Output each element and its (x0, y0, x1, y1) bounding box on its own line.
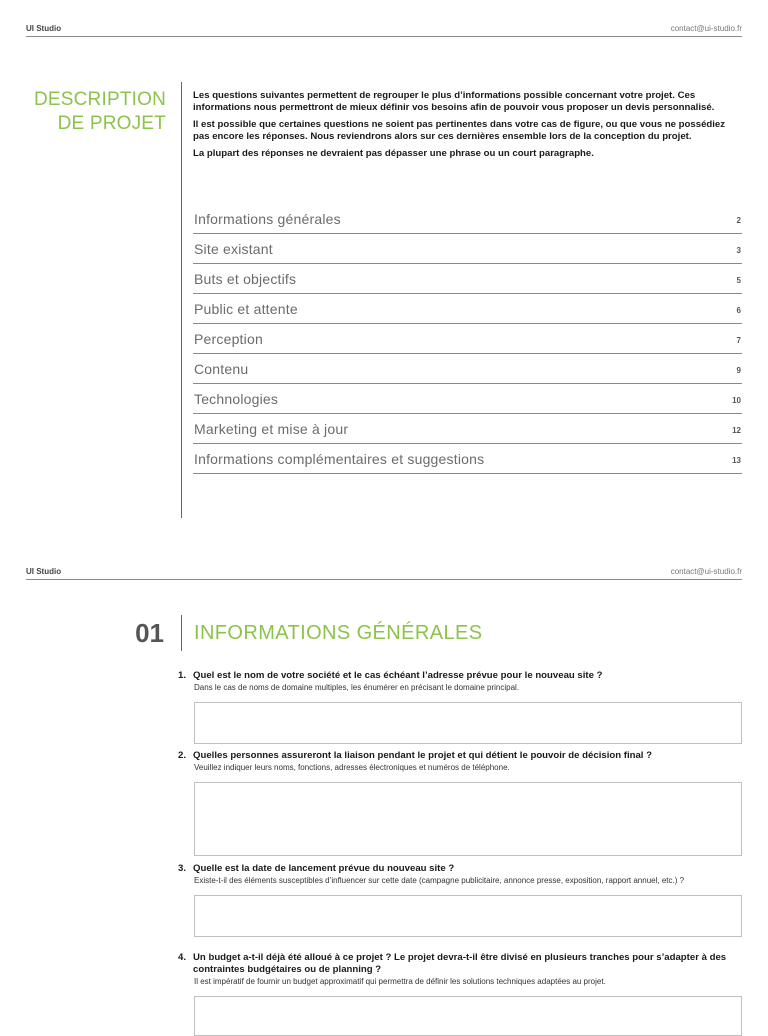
toc-item[interactable] (193, 265, 742, 294)
intro-text (193, 90, 738, 166)
toc-label: Perception (194, 331, 263, 347)
question-block (178, 670, 744, 744)
question-text (178, 863, 744, 875)
answer-field[interactable] (194, 702, 742, 744)
toc-item[interactable] (193, 235, 742, 264)
question-label: Un budget a-t-il déjà été alloué à ce projet ? Le projet devra-t-il être divisé en plusieurs tranches pour s’adapter à des contraintes budgétaires ou de planning ? (193, 952, 727, 975)
answer-field[interactable] (194, 895, 742, 937)
question-number: 2. (178, 750, 187, 761)
toc-item[interactable] (193, 445, 742, 474)
toc-page-number: 5 (736, 276, 741, 285)
question-block (178, 952, 744, 1036)
toc-page-number: 2 (736, 216, 741, 225)
toc-item[interactable] (193, 415, 742, 444)
intro-paragraph: Il est possible que certaines questions ne soient pas pertinentes dans votre cas de figure, ou que vous ne possédiez pas encore les réponses. Nous reviendrons alors sur ces dernières ensemble lors de la conception du projet. (193, 119, 726, 142)
intro-paragraph: La plupart des réponses ne devraient pas dépasser une phrase ou un court paragraphe. (193, 148, 594, 159)
question-hint: Il est impératif de fournir un budget approximatif qui permettra de définir les solutions techniques adaptées au projet. (194, 977, 606, 986)
toc-item[interactable] (193, 325, 742, 354)
section-number: 01 (135, 618, 164, 648)
answer-field[interactable] (194, 782, 742, 856)
page-header (26, 22, 742, 37)
question-hint: Existe-t-il des éléments susceptibles d’influencer sur cette date (campagne publicitaire, annonce presse, exposition, rapport annuel, etc.) ? (194, 876, 685, 885)
question-number: 3. (178, 863, 187, 874)
toc-label: Marketing et mise à jour (194, 421, 349, 437)
toc-page-number: 7 (736, 336, 741, 345)
toc-item[interactable] (193, 355, 742, 384)
description-title-line2: DE PROJET (57, 113, 166, 134)
toc-label: Informations complémentaires et suggestions (194, 451, 485, 467)
contact-email[interactable]: contact@ui-studio.fr (670, 24, 742, 33)
question-number: 1. (178, 670, 187, 681)
toc-item[interactable] (193, 205, 742, 234)
intro-paragraph: Les questions suivantes permettent de regrouper le plus d’informations possible concernant votre projet. Ces informations nous permettront de mieux définir vos besoins afin de pouvoir vous proposer un devis personnalisé. (193, 90, 715, 113)
question-hint: Dans le cas de noms de domaine multiples, les énumérer en précisant le domaine principal. (194, 683, 520, 692)
question-label: Quelle est la date de lancement prévue du nouveau site ? (193, 863, 455, 874)
contact-email[interactable]: contact@ui-studio.fr (670, 567, 742, 576)
toc-label: Informations générales (194, 211, 341, 227)
question-text (178, 670, 744, 682)
toc-page-number: 9 (736, 366, 741, 375)
toc-page-number: 3 (736, 246, 741, 255)
question-label: Quelles personnes assureront la liaison pendant le projet et qui détient le pouvoir de décision final ? (193, 750, 652, 761)
question-text (178, 952, 744, 976)
toc-label: Technologies (194, 391, 279, 407)
answer-field[interactable] (194, 996, 742, 1036)
toc-label: Buts et objectifs (194, 271, 297, 287)
question-block (178, 863, 744, 937)
question-number: 4. (178, 952, 187, 963)
toc-page-number: 6 (736, 306, 741, 315)
question-label: Quel est le nom de votre société et le cas échéant l’adresse prévue pour le nouveau site ? (193, 670, 603, 681)
vertical-divider (181, 82, 182, 518)
section-title: INFORMATIONS GÉNÉRALES (194, 622, 483, 644)
question-hint: Veuillez indiquer leurs noms, fonctions, adresses électroniques et numéros de téléphone. (194, 763, 510, 772)
toc-label: Site existant (194, 241, 273, 257)
toc-page-number: 12 (732, 426, 741, 435)
toc-page-number: 13 (732, 456, 741, 465)
description-title (34, 88, 166, 136)
description-title-line1: DESCRIPTION (33, 89, 166, 110)
table-of-contents (193, 205, 742, 475)
toc-page-number: 10 (732, 396, 741, 405)
question-text (178, 750, 744, 762)
toc-item[interactable] (193, 385, 742, 414)
toc-item[interactable] (193, 295, 742, 324)
toc-label: Contenu (194, 361, 249, 377)
brand-name: UI Studio (26, 567, 62, 576)
toc-label: Public et attente (194, 301, 298, 317)
section-divider (181, 615, 182, 651)
brand-name: UI Studio (26, 24, 62, 33)
question-block (178, 750, 744, 856)
page-header (26, 565, 742, 580)
